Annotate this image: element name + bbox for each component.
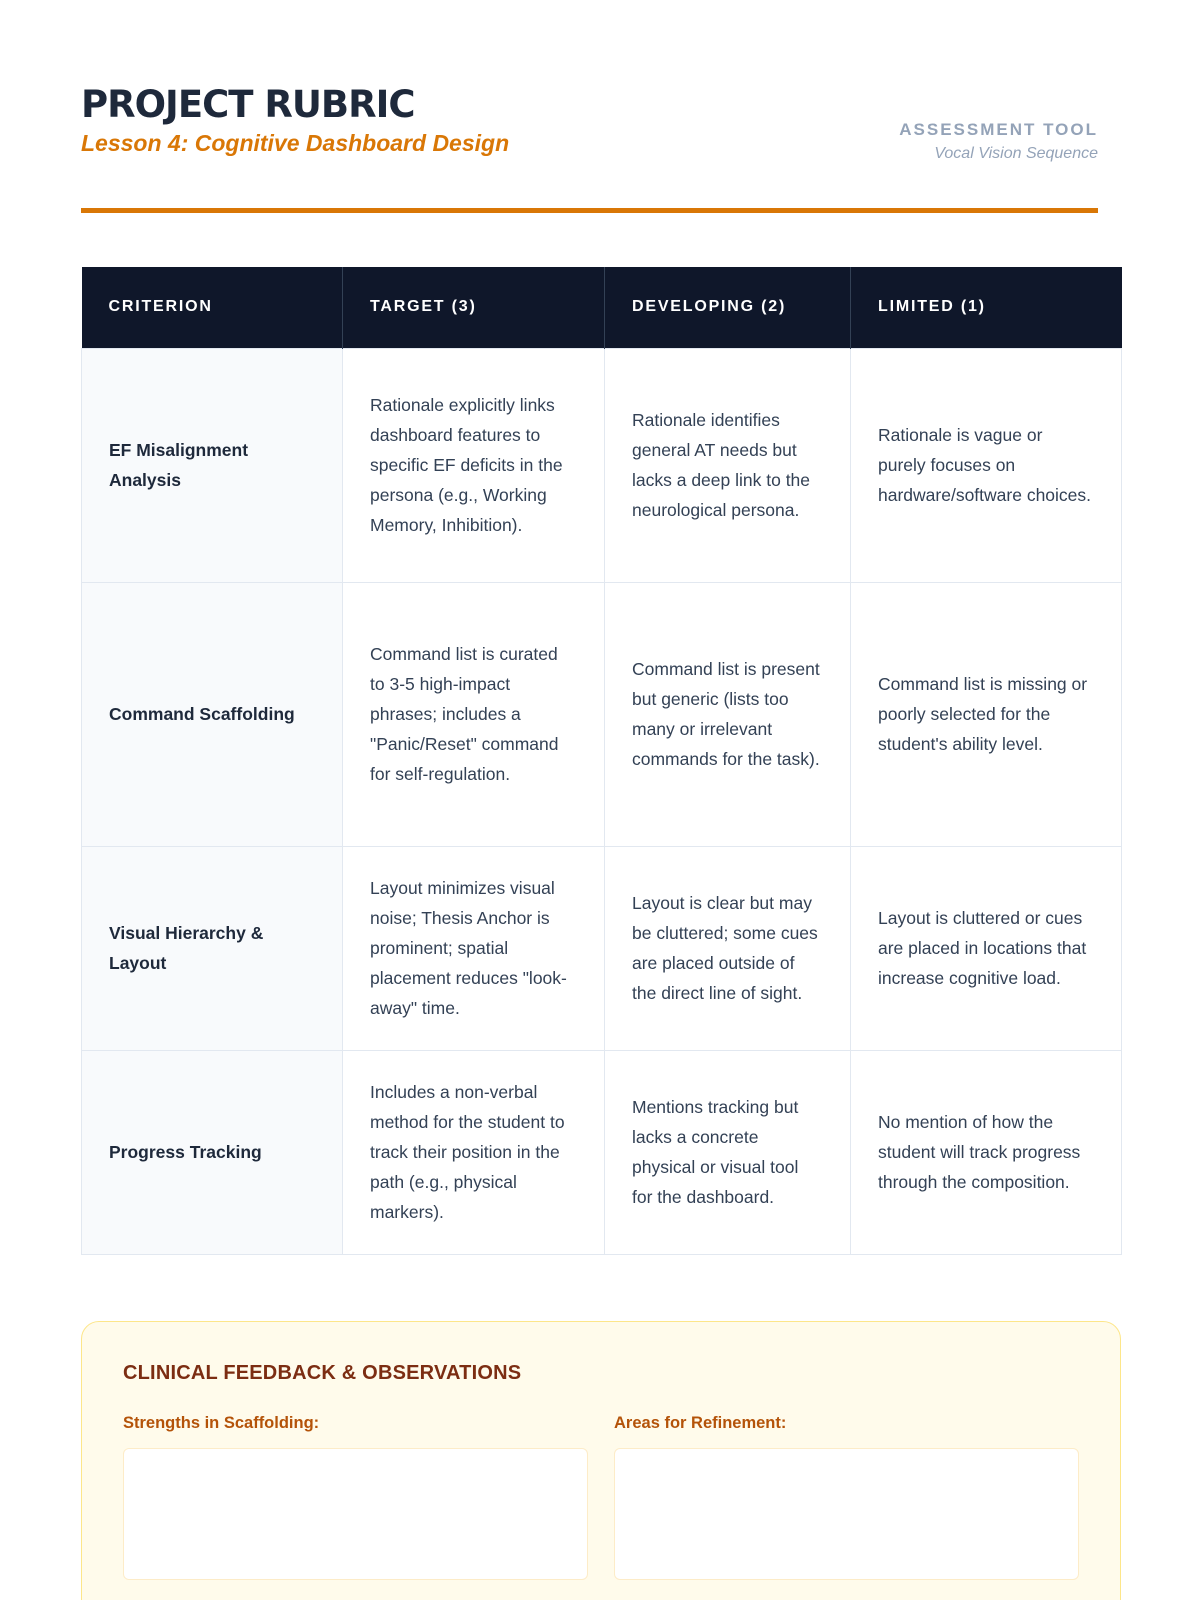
feedback-title: CLINICAL FEEDBACK & OBSERVATIONS	[123, 1362, 522, 1384]
page-header	[81, 82, 1098, 212]
assessment-tag-subtitle: Vocal Vision Sequence	[934, 145, 1098, 162]
assessment-tag	[899, 118, 1098, 166]
refinement-section	[614, 1412, 1079, 1580]
table-row	[82, 846, 1122, 1050]
target-cell: Layout minimizes visual noise; Thesis Anchor is prominent; spatial placement reduces "look-away" time.	[343, 846, 605, 1050]
developing-cell: Layout is clear but may be cluttered; some cues are placed outside of the direct line of sight.	[605, 846, 851, 1050]
criterion-cell: EF Misalignment Analysis	[82, 348, 343, 582]
column-header-developing: DEVELOPING (2)	[605, 267, 851, 348]
assessment-tag-title: ASSESSMENT TOOL	[899, 120, 1098, 139]
target-cell: Command list is curated to 3-5 high-impact phrases; includes a "Panic/Reset" command for self-regulation.	[343, 582, 605, 846]
criterion-cell: Visual Hierarchy & Layout	[82, 846, 343, 1050]
limited-cell: No mention of how the student will track progress through the composition.	[851, 1050, 1122, 1254]
target-cell: Includes a non-verbal method for the student to track their position in the path (e.g., physical markers).	[343, 1050, 605, 1254]
feedback-panel	[81, 1321, 1121, 1600]
header-divider	[81, 208, 1098, 213]
table-row	[82, 582, 1122, 846]
criterion-cell: Command Scaffolding	[82, 582, 343, 846]
column-header-target: TARGET (3)	[343, 267, 605, 348]
page-subtitle: Lesson 4: Cognitive Dashboard Design	[81, 130, 510, 156]
refinement-field[interactable]	[614, 1448, 1079, 1580]
criterion-cell: Progress Tracking	[82, 1050, 343, 1254]
strengths-field[interactable]	[123, 1448, 588, 1580]
strengths-label: Strengths in Scaffolding:	[123, 1414, 320, 1432]
rubric-header-row	[82, 267, 1122, 348]
target-cell: Rationale explicitly links dashboard features to specific EF deficits in the persona (e.g., Working Memory, Inhibition).	[343, 348, 605, 582]
limited-cell: Command list is missing or poorly selected for the student's ability level.	[851, 582, 1122, 846]
developing-cell: Command list is present but generic (lists too many or irrelevant commands for the task).	[605, 582, 851, 846]
limited-cell: Rationale is vague or purely focuses on hardware/software choices.	[851, 348, 1122, 582]
strengths-section	[123, 1412, 588, 1580]
page-title: PROJECT RUBRIC	[81, 83, 415, 126]
developing-cell: Mentions tracking but lacks a concrete physical or visual tool for the dashboard.	[605, 1050, 851, 1254]
developing-cell: Rationale identifies general AT needs but lacks a deep link to the neurological persona.	[605, 348, 851, 582]
rubric-table	[81, 267, 1122, 1255]
column-header-limited: LIMITED (1)	[851, 267, 1122, 348]
refinement-label: Areas for Refinement:	[614, 1414, 787, 1432]
limited-cell: Layout is cluttered or cues are placed in locations that increase cognitive load.	[851, 846, 1122, 1050]
table-row	[82, 348, 1122, 582]
table-row	[82, 1050, 1122, 1254]
column-header-criterion: CRITERION	[82, 267, 343, 348]
